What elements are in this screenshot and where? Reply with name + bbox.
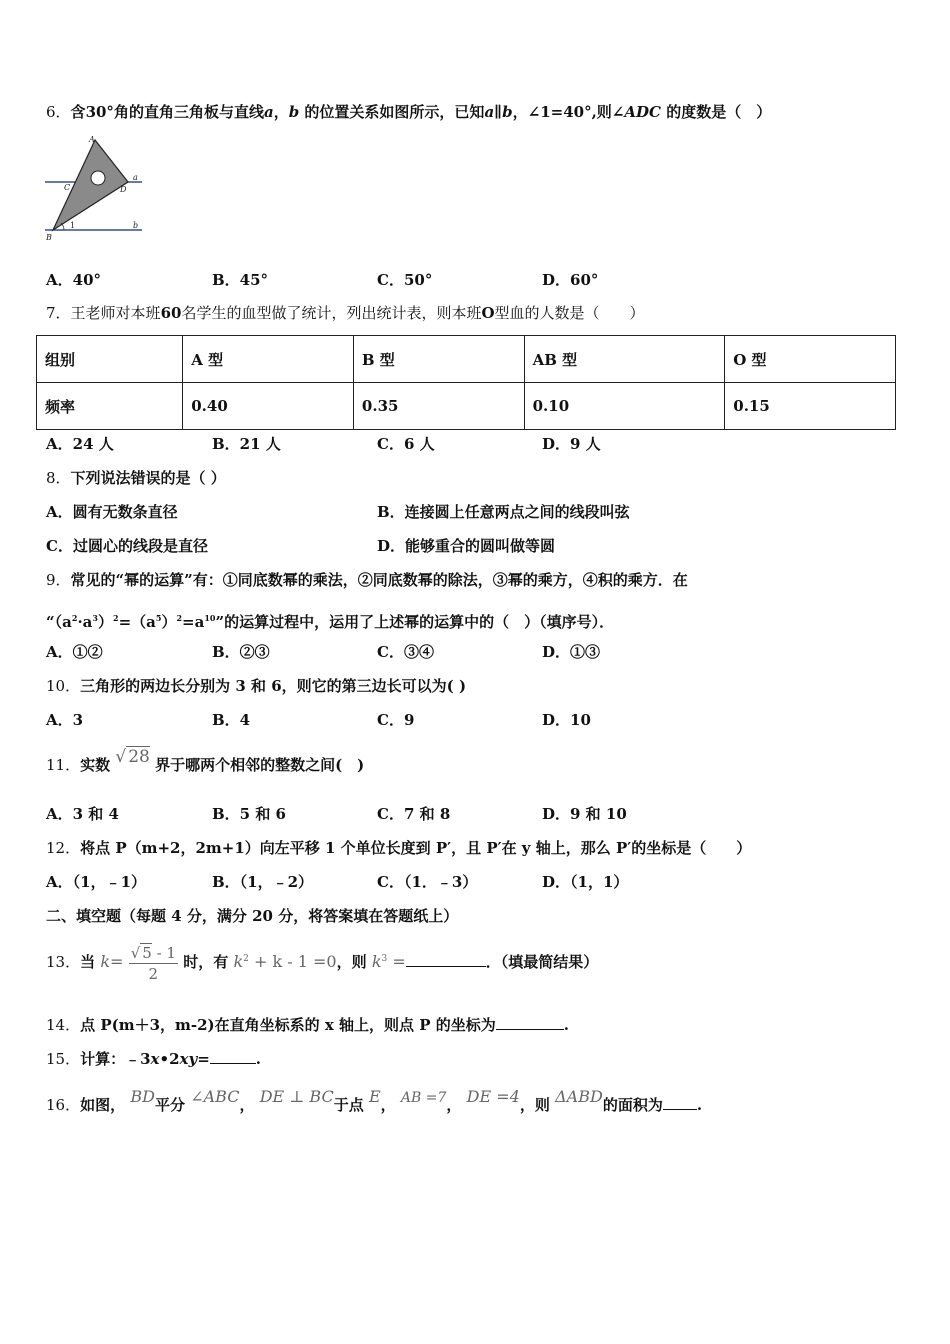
q6-text: ∥ — [494, 103, 503, 121]
question-number: 11． — [46, 756, 81, 774]
q7-option[interactable]: B．21 人 — [212, 435, 281, 453]
q12-stem — [46, 838, 751, 858]
math-expr: + k - 1 =0 — [248, 952, 337, 971]
q9-stem — [46, 570, 688, 590]
q6-text: 30° — [85, 103, 114, 121]
q12-option[interactable]: A．（1，﹣1） — [46, 873, 147, 891]
q12-text: 将点 P（m+2，2m+1）向左平移 1 个单位长度到 P′，且 P′在 y 轴上，那么 P′的坐标是（ ） — [80, 839, 752, 857]
label-D: D — [120, 185, 127, 194]
q15-text: 计算：﹣3 — [80, 1050, 151, 1068]
q9-stem-line2 — [46, 608, 614, 632]
question-number: 9． — [46, 571, 71, 589]
q6-text: ，∠1=40°,则∠ — [512, 103, 625, 121]
math-sup: 3 — [381, 954, 388, 964]
q9-text: =（a — [118, 613, 156, 631]
q12-option[interactable]: B．（1，﹣2） — [212, 873, 314, 891]
q15-text: . — [255, 1050, 261, 1068]
q13-stem — [46, 934, 598, 984]
math-ab-7: AB =7 — [400, 1090, 447, 1106]
q7-text: 型血的人数是（ ） — [494, 304, 645, 322]
label-1: 1 — [70, 221, 76, 230]
q7-text: 名学生的血型做了统计，列出统计表，则本班 — [181, 304, 482, 322]
q8-stem — [46, 468, 226, 488]
question-number: 8． — [46, 469, 71, 487]
table-cell: 0.10 — [524, 383, 725, 430]
q7-option[interactable]: C．6 人 — [377, 435, 435, 453]
math-de-4: DE =4 — [466, 1087, 520, 1106]
q6-var: ADC — [624, 103, 661, 121]
q11-text: 实数 — [80, 756, 111, 774]
math-eq: = — [110, 952, 124, 971]
question-number: 6． — [46, 103, 71, 121]
radical-sign: √ — [115, 747, 127, 767]
q7-text: O — [481, 304, 495, 322]
fraction — [129, 943, 178, 984]
q6-option[interactable]: C．50° — [377, 271, 433, 289]
q15-var: x — [150, 1050, 160, 1068]
table-row — [37, 383, 896, 430]
q9-sup: 2 — [112, 613, 119, 623]
q7-text: 王老师对本班 — [70, 304, 161, 322]
q8-option[interactable]: B．连接圆上任意两点之间的线段叫弦 — [377, 503, 630, 521]
q6-var: b — [288, 103, 300, 121]
answer-blank[interactable] — [663, 1095, 697, 1110]
q6-text: 的位置关系如图所示，已知 — [299, 103, 485, 121]
table-cell: B 型 — [353, 336, 524, 383]
math-angle-abc: ∠ABC — [190, 1087, 240, 1106]
q6-var: b — [502, 103, 513, 121]
q7-stem — [46, 303, 645, 323]
q16-text: 平分 — [154, 1096, 185, 1114]
q9-option[interactable]: C．③④ — [377, 643, 434, 661]
q6-option[interactable]: A．40° — [46, 271, 102, 289]
q10-option[interactable]: B．4 — [212, 711, 251, 729]
q11-option[interactable]: D．9 和 10 — [542, 805, 627, 823]
q10-option[interactable]: D．10 — [542, 711, 591, 729]
q9-text: ·a — [77, 613, 93, 631]
blood-type-table — [36, 335, 896, 430]
table-cell: 频率 — [37, 383, 183, 430]
q9-text: ） — [161, 613, 177, 631]
q9-sup: 2 — [71, 613, 78, 623]
q11-stem — [46, 745, 364, 785]
q9-text: =a — [182, 613, 205, 631]
q14-stem — [46, 1015, 569, 1035]
answer-blank[interactable] — [406, 952, 486, 967]
q12-option[interactable]: D．（1，1） — [542, 873, 629, 891]
q15-text: = — [197, 1050, 210, 1068]
q8-option[interactable]: A．圆有无数条直径 — [46, 503, 178, 521]
table-cell: 0.15 — [725, 383, 896, 430]
q16-text: ， — [380, 1096, 396, 1114]
table-cell: 0.40 — [183, 383, 354, 430]
q6-option[interactable]: B．45° — [212, 271, 269, 289]
q10-option[interactable]: A．3 — [46, 711, 84, 729]
q6-text: 角的直角三角板与直线 — [113, 103, 264, 121]
q9-sup: 3 — [92, 613, 98, 623]
q9-text: “（a — [46, 613, 72, 631]
question-number: 12． — [46, 839, 81, 857]
q11-option[interactable]: A．3 和 4 — [46, 805, 119, 823]
table-cell: 组别 — [37, 336, 183, 383]
math-k: k — [233, 952, 244, 971]
math-e: E — [368, 1087, 381, 1106]
q16-text: 如图， — [80, 1096, 126, 1114]
table-cell: O 型 — [725, 336, 896, 383]
q13-text: ，则 — [336, 953, 367, 971]
math-de-perp-bc: DE ⊥ BC — [259, 1087, 334, 1106]
q9-text: ） — [97, 613, 113, 631]
sqrt-28 — [115, 747, 149, 767]
q15-text: •2 — [159, 1050, 180, 1068]
section-title: 二、填空题（每题 4 分，满分 20 分，将答案填在答题纸上） — [46, 907, 459, 925]
q16-text: 的面积为 — [602, 1096, 663, 1114]
fraction-denominator: 2 — [148, 964, 159, 983]
math-sup: 2 — [243, 954, 249, 964]
q6-option[interactable]: D．60° — [542, 271, 599, 289]
q9-text: ”的运算过程中，运用了上述幂的运算中的（ ）（填序号）． — [215, 613, 615, 631]
q10-stem — [46, 676, 466, 696]
table-cell: A 型 — [183, 336, 354, 383]
math-k: k — [371, 952, 382, 971]
radicand: 28 — [128, 747, 150, 767]
math-k: k — [100, 952, 111, 971]
triangle-figure — [40, 132, 150, 244]
q10-text: 三角形的两边长分别为 3 和 6，则它的第三边长可以为( ) — [80, 677, 467, 695]
label-B: B — [46, 233, 52, 242]
q14-text: 点 P(m＋3，m-2)在直角坐标系的 x 轴上，则点 P 的坐标为 — [80, 1016, 496, 1034]
q16-stem — [46, 1087, 703, 1121]
q16-text: 于点 — [333, 1096, 364, 1114]
q7-option[interactable]: D．9 人 — [542, 435, 601, 453]
q9-option[interactable]: A．①② — [46, 643, 103, 661]
q6-stem — [46, 102, 771, 122]
answer-blank[interactable] — [210, 1049, 256, 1064]
q6-text: 含 — [70, 103, 86, 121]
q7-option[interactable]: A．24 人 — [46, 435, 114, 453]
q11-option[interactable]: B．5 和 6 — [212, 805, 286, 823]
q13-text: 当 — [80, 953, 96, 971]
radical-sign: √ — [130, 943, 141, 962]
math-eq: = — [387, 952, 406, 971]
q15-var: xy — [179, 1050, 198, 1068]
q6-var: a — [484, 103, 495, 121]
q9-option[interactable]: D．①③ — [542, 643, 601, 661]
table-cell: 0.35 — [353, 383, 524, 430]
numerator-rest: - 1 — [151, 943, 176, 962]
question-number: 14． — [46, 1016, 81, 1034]
label-C: C — [64, 183, 71, 192]
math-triangle-abd: ΔABD — [555, 1087, 603, 1106]
question-number: 15． — [46, 1050, 81, 1068]
q6-text: 的度数是（ ） — [660, 103, 772, 121]
label-a: a — [133, 173, 138, 182]
q12-option[interactable]: C．（1．﹣3） — [377, 873, 478, 891]
q11-option[interactable]: C．7 和 8 — [377, 805, 451, 823]
question-number: 13． — [46, 953, 81, 971]
q6-text: ， — [273, 103, 289, 121]
q9-text: 常见的“幂的运算”有：①同底数幂的乘法，②同底数幂的除法，③幂的乘方，④积的乘方．在 — [70, 571, 688, 589]
question-number: 10． — [46, 677, 81, 695]
q16-text: ， — [446, 1096, 462, 1114]
fraction-numerator — [129, 943, 178, 964]
q6-var: a — [263, 103, 274, 121]
table-cell: AB 型 — [524, 336, 725, 383]
label-b: b — [133, 221, 139, 230]
q16-text: ，则 — [519, 1096, 550, 1114]
q8-option[interactable]: D．能够重合的圆叫做等圆 — [377, 537, 556, 555]
label-A: A — [89, 135, 95, 144]
question-number: 7． — [46, 304, 71, 322]
question-number: 16． — [46, 1096, 81, 1114]
math-bd: BD — [130, 1087, 155, 1106]
answer-blank[interactable] — [496, 1015, 564, 1030]
q14-text: . — [563, 1016, 569, 1034]
q9-sup: 5 — [155, 613, 162, 623]
q10-option[interactable]: C．9 — [377, 711, 415, 729]
radicand: 5 — [142, 943, 152, 962]
q16-text: . — [696, 1096, 703, 1114]
q8-text: 下列说法错误的是（ ） — [70, 469, 226, 487]
q15-stem — [46, 1049, 261, 1069]
q13-text: 时，有 — [183, 953, 229, 971]
q13-text: ．（填最简结果） — [485, 953, 599, 971]
plate-hole — [91, 171, 105, 185]
q8-option[interactable]: C．过圆心的线段是直径 — [46, 537, 208, 555]
q11-text: 界于哪两个相邻的整数之间( ) — [155, 756, 365, 774]
q9-sup: 10 — [204, 613, 216, 623]
q7-text: 60 — [160, 304, 182, 322]
q16-text: ， — [239, 1096, 255, 1114]
q9-sup: 2 — [176, 613, 183, 623]
table-row — [37, 336, 896, 383]
q9-option[interactable]: B．②③ — [212, 643, 270, 661]
